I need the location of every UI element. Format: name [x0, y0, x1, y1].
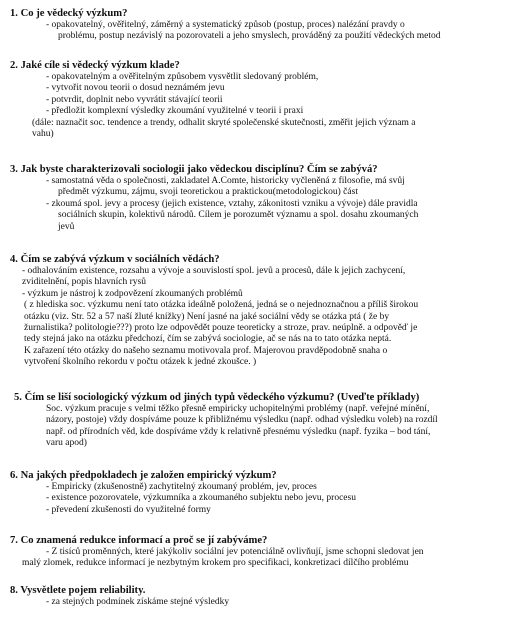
question-5	[10, 392, 510, 450]
question-4	[10, 254, 510, 369]
answer-line: názory, postoje) vždy dospíváme pouze k přibližnému výsledku (např. odhad výsledku voleb) na rozdíl	[46, 415, 438, 426]
question-8	[10, 585, 510, 608]
answer-line: (dále: naznačit soc. tendence a trendy, odhalit skryté společenské skutečnosti, změřit jejich význam a	[32, 117, 416, 128]
answer-line: - existence pozorovatele, výzkumníka a zkoumaného subjektu nebo jevu, procesu	[46, 493, 356, 504]
answer-line: vytvoření školního rekordu v počtu otázek k jedné zkoušce. )	[24, 357, 257, 368]
answer-line: žurnalistika? politologie???) proto lze odpovědět pouze teoreticky a stroze, prav. neúplně. a odpověď je	[24, 323, 418, 334]
question-title: 5. Čím se liší sociologický výzkum od jiných typů vědeckého výzkumu? (Uveďte příklady)	[14, 392, 420, 403]
answer-line: - zkoumá spol. jevy a procesy (jejich existence, vztahy, zákonitosti vzniku a vývoje) dále pravidla	[46, 198, 418, 209]
question-title: 2. Jaké cíle si vědecký výzkum klade?	[10, 60, 180, 71]
answer-line: - samostatná věda o společnosti, zakladatel A.Comte, historicky vyčleněná z filosofie, má svůj	[46, 176, 405, 186]
answer-line: např. od přírodních věd, kde dospíváme vždy k relativně přesnému výsledku (např. fyzika – bod tání,	[46, 426, 431, 437]
answer-line: jevů	[58, 221, 75, 232]
question-3	[10, 164, 510, 233]
answer-line: malý zlomek, redukce informací je nezbytným krokem pro specifikaci, konkretizaci dílčího problému	[22, 558, 409, 569]
answer-line: - odhalováním existence, rozsahu a vývoje a souvislostí spol. jevů a procesů, dále k jejich zachycení,	[22, 266, 406, 276]
answer-line: - za stejných podmínek získáme stejné výsledky	[46, 597, 230, 607]
question-title: 8. Vysvětlete pojem reliability.	[10, 585, 146, 596]
question-title: 4. Čím se zabývá výzkum v sociálních vědách?	[10, 254, 220, 265]
answer-line: sociálních skupin, kolektivů národů. Cílem je porozumět významu a spol. dosahu zkoumaných	[58, 210, 419, 221]
answer-line: zviditelnění, popis hlavních rysů	[22, 277, 147, 288]
question-title: 7. Co znamená redukce informací a proč se jí zabýváme?	[10, 535, 268, 546]
answer-line: vahu)	[32, 129, 54, 140]
answer-line: - opakovatelný, ověřitelný, záměrný a systematický způsob (postup, proces) nalézání pravdy o	[46, 20, 405, 30]
answer-line: - Empiricky (zkušenostně) zachytitelný zkoumaný problém, jev, proces	[46, 482, 317, 492]
question-title: 3. Jak byste charakterizovali sociologii jako vědeckou disciplínu? Čím se zabývá?	[10, 164, 378, 175]
question-title: 6. Na jakých předpokladech je založen empirický výzkum?	[10, 470, 277, 481]
answer-line: Soc. výzkum pracuje s velmi těžko přesně empiricky uchopitelnými problémy (např. veřejné mínění,	[46, 404, 430, 414]
question-6	[10, 470, 510, 516]
answer-line: otázku (viz. Str. 52 a 57 naší žluté knížky) Není jasné na jaké sociální vědy se otázka ptá ( že by	[24, 311, 390, 322]
answer-line: problému, postup nezávislý na pozorovateli a jeho smyslech, prováděný za použití vědeckých metod	[58, 31, 441, 42]
answer-line: - předložit komplexní výsledky zkoumání využitelné v teorii i praxi	[46, 106, 304, 117]
question-2	[10, 60, 510, 140]
question-7	[10, 535, 510, 570]
answer-line: - Z tisíců proměnných, které jakýkoliv sociální jev potenciálně ovlivňují, jsme schopni sledovat jen	[46, 547, 424, 557]
answer-line: K zařazení této otázky do našeho seznamu motivovala prof. Majerovou pravděpodobně snaha o	[24, 345, 388, 356]
answer-line: varu apod)	[46, 438, 87, 449]
answer-line: - potvrdit, doplnit nebo vyvrátit stávající teorii	[46, 94, 223, 105]
question-title: 1. Co je vědecký výzkum?	[10, 8, 128, 19]
answer-line: tedy stejná jako na otázku předchozí, čím se zabývá sociologie, ač se nás na to tato otázka neptá.	[24, 334, 392, 345]
answer-line: - opakovatelným a ověřitelným způsobem vysvětlit sledovaný problém,	[46, 72, 319, 82]
answer-line: - převedení zkušenosti do využitelné formy	[46, 504, 211, 515]
answer-line: - výzkum je nástroj k zodpovězení zkoumaných problémů	[22, 288, 243, 299]
question-1	[10, 8, 510, 43]
answer-line: ( z hlediska soc. výzkumu není tato otázka ideálně položená, jedná se o nejednoznačnou a příliš širokou	[24, 300, 419, 311]
answer-line: předmět výzkumu, zájmu, svoji teoretickou a praktickou(metodologickou) část	[58, 187, 358, 198]
answer-line: - vytvořit novou teorii o dosud neznámém jevu	[46, 83, 225, 94]
